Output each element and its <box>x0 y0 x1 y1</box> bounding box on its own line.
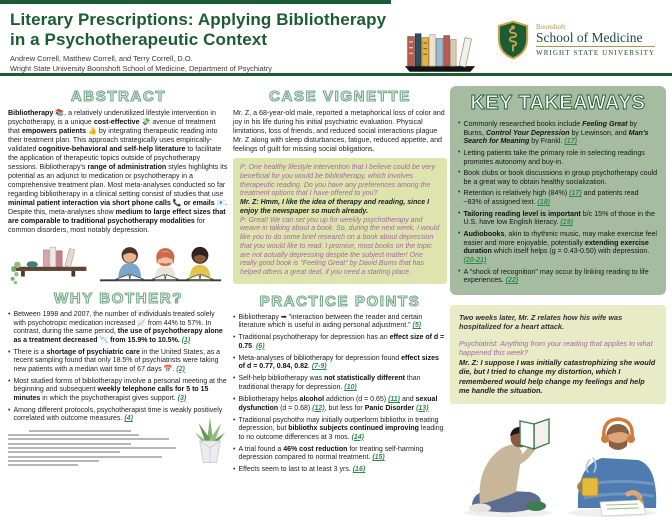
bullet-marker: • <box>8 348 11 356</box>
why-bother-bullets <box>8 311 229 424</box>
top-accent-bar <box>0 0 391 4</box>
citation-link[interactable]: (13) <box>416 404 429 412</box>
case-vignette-heading: CASE VIGNETTE <box>269 88 411 105</box>
bullet-item: • Between 1998 and 2007, the number of individuals treated solely with psychotropic medication increased 📈 from 44% to 57%. In contrast, during the same period, the use of psychotherapy alone as a treatment decreased 📉 from 15.9% to 10.5%. (1) <box>8 311 223 344</box>
citation-link[interactable]: (2) <box>176 365 185 373</box>
bullet-item: • A trial found a 46% cost reduction for treating self-harming depression compared to normal treatment. (15) <box>233 445 424 462</box>
bullet-item: • Retention is relatively high (84%) (17) and patients read ~83% of assigned text. (18) <box>458 189 639 207</box>
reading-session-illustration <box>450 408 666 520</box>
citation-link[interactable]: (22) <box>505 276 519 285</box>
references-fine-print <box>8 430 183 466</box>
citation-link[interactable]: (17) <box>564 137 578 146</box>
bullet-item: • There is a shortage of psychiatric care in the United States, as a recent sampling found that only 18.5% of psychiatrists were taking new patients with a median wait time of 67 days 📅. (2) <box>8 348 221 373</box>
poster-title-line2: in a Psychotherapeutic Context <box>10 29 268 49</box>
practice-points-bullets <box>233 314 447 475</box>
bullet-marker: • <box>458 230 461 238</box>
citation-link[interactable]: (10) <box>344 383 357 391</box>
abstract-heading: ABSTRACT <box>70 88 167 105</box>
bullet-item: • Bibliotherapy ➡ "interaction between the reader and certain literature which is useful in aiding personal adjustment." (5) <box>233 313 423 330</box>
bullet-marker: • <box>458 209 461 217</box>
key-takeaways-bullets <box>458 120 658 285</box>
citation-link[interactable]: (12) <box>312 404 325 412</box>
bullet-marker: • <box>233 354 236 362</box>
bullet-marker: • <box>458 267 461 275</box>
bullet-item: • Audiobooks, akin to rhythmic music, may make exercise feel easier and more enjoyable, potentially extending exercise duration which itself helps (g = 0.43-0.50) with depression. (20-21) <box>458 230 658 264</box>
wall-shelf-illustration <box>8 238 92 288</box>
citation-link[interactable]: (20-21) <box>463 255 487 264</box>
bullet-item: • Traditional psychotherapy for depression has an effect size of d = 0.75. (6) <box>233 334 445 350</box>
bullet-marker: • <box>233 396 236 403</box>
bullet-marker: • <box>8 311 11 318</box>
bullet-marker: • <box>458 148 461 156</box>
bullet-marker: • <box>233 375 236 383</box>
bullet-marker: • <box>458 189 461 197</box>
dialogue-line: P: One healthy lifestyle intervention that I believe could be very beneficial for you would be bibliotherapy, which involves therapeutic reading. Do you have any preferences among the treatment options that I have offered to you? <box>240 164 435 198</box>
dialogue-line: Mr. Z: I suppose I was initially catastrophizing she would die, but I tried to change my distortion, which I remembered would help change my feelings and help me handle the situation. <box>459 357 656 396</box>
bullet-marker: • <box>8 377 11 385</box>
logo-university: WRIGHT STATE UNIVERSITY <box>536 49 656 58</box>
bullet-item: • Self-help bibliotherapy was not statistically different than traditional therapy for depression. (10) <box>233 375 421 391</box>
bullet-marker: • <box>233 416 236 424</box>
logo-brand: Boonshoft <box>536 22 566 31</box>
bullet-item: • Letting patients take the primary role in selecting readings promotes autonomy and buy-in. <box>458 148 645 166</box>
bullet-item: • Traditional psychothx may initially outperform bibliothx in treating depression, but bibliothx subjects continued improving leading to no outcome differences at 3 mos. (14) <box>233 416 444 441</box>
school-logo-text <box>536 23 655 57</box>
vignette-dialogue-box <box>233 158 447 284</box>
bullet-marker: • <box>233 445 236 453</box>
bullet-item: • Book clubs or book discussions in group psychotherapy could be a great way to obtain healthy socialization. <box>458 169 658 186</box>
dialogue-line: Mr. Z: Hmm, I like the idea of therapy and reading, since I enjoy the newspaper so much already. <box>240 199 430 215</box>
shield-caduceus-icon <box>496 20 530 60</box>
bullet-item: • Meta-analyses of bibliotherapy for depression found effect sizes of d = 0.77, 0.84, 0.82. (7-9) <box>233 354 439 371</box>
key-takeaways-heading: KEY TAKEAWAYS <box>470 92 646 114</box>
abstract-body: Bibliotherapy 📚, a relatively underutilized lifestyle intervention in psychotherapy, is a unique cost-effective 💸 avenue of treatment that empowers patients 👍 by integrating therapeutic reading into their treatment plan. This approach strategically uses empirically-validated cognitive-behavioral and self-help literature to facilitate the application of therapeutic topics outside of psychotherapy sessions. Bibliotherapy's range of administration styles highlights its potential as an adjunct to medication or psychotherapy in a comprehensive treatment plan. Most meta-analyses conducted so far regarding bibliotherapy in a clinical setting consist of studies that use minimal patient interaction via short phone calls 📞 or emails 📧. Despite this, meta-analyses show medium to large effect sizes that are comparable to traditional psychotherapy modalities for common disorders, most notably depression. <box>8 109 228 234</box>
citation-link[interactable]: (5) <box>412 322 422 330</box>
bullet-item: • Commonly researched books include Feeling Great by Burns, Control Your Depression by Lewinson, and Man's Search for Meaning by Frankl. (17) <box>458 120 649 146</box>
key-takeaways-panel <box>450 86 666 295</box>
bullet-item: • Tailoring reading level is important b/c 15% of those in the U.S. have low English literacy. (19) <box>458 209 655 227</box>
poster-title-line1: Literary Prescriptions: Applying Bibliotherapy <box>10 10 387 29</box>
bullet-marker: • <box>233 334 236 342</box>
citation-link[interactable]: (11) <box>388 396 401 403</box>
citation-link[interactable]: (7-9) <box>311 363 327 371</box>
logo-school: School of Medicine <box>536 31 655 47</box>
potted-plant-illustration <box>193 415 227 465</box>
poster-title <box>10 10 410 50</box>
header-divider <box>0 73 672 76</box>
bullet-marker: • <box>458 120 461 127</box>
bullet-marker: • <box>458 169 461 177</box>
bullet-item: • Among different protocols, psychotherapist time is weakly positively correlated with outcome measures. (4) <box>8 406 223 423</box>
bullet-item: • A "shock of recognition" may occur by linking reading to life experiences. (22) <box>458 267 649 285</box>
reading-illustrations <box>8 238 229 288</box>
dialogue-line: P: Great! We can set you up for weekly psychotherapy and weave in talking about a book. So, during the next week, I would like you to do some brief research on a book about depression that you would like to read. I promise, most books on the topic are not actually depressing despite the subject matter! One really good book is "Feeling Great" by David Burns that has helped others a great deal, if you need a starting place. <box>240 216 440 276</box>
affiliation-line: Wright State University Boonshoft School of Medicine, Department of Psychiatry <box>10 63 272 73</box>
section-abstract-why-bother <box>8 86 229 469</box>
citation-link[interactable]: (17) <box>569 189 582 198</box>
bullet-marker: • <box>233 313 236 321</box>
dialogue-line: Two weeks later, Mr. Z relates how his wife was hospitalized for a heart attack. <box>459 312 623 332</box>
citation-link[interactable]: (15) <box>372 454 385 462</box>
bullet-item: • Bibliotherapy helps alcohol addiction (d = 0.65) (11) and sexual dysfunction (d = 0.68) (12), but less for Panic Disorder (13) <box>233 396 438 412</box>
practice-points-heading: PRACTICE POINTS <box>259 292 421 310</box>
why-bother-heading: WHY BOTHER? <box>54 290 183 307</box>
header <box>10 10 410 73</box>
case-vignette-intro: Mr. Z, a 68-year-old male, reported a metaphorical loss of color and joy in his life during his initial psychiatric evaluation. Physical limitations, loss of friends, and reduced social interactions plague Mr. Z along with sleep disturbances, fatigue, reduced appetite, and feelings of guilt for missing social obligations. <box>233 109 445 153</box>
citation-link[interactable]: (6) <box>255 342 265 350</box>
citation-link[interactable]: (3) <box>177 394 187 402</box>
bookshelf-icon <box>402 24 478 74</box>
citation-link[interactable]: (14) <box>351 433 365 441</box>
bullet-marker: • <box>8 406 11 414</box>
citation-link[interactable]: (16) <box>352 466 366 474</box>
citation-link[interactable]: (18) <box>537 198 551 207</box>
citation-link[interactable]: (4) <box>124 415 133 423</box>
bullet-marker: • <box>233 466 236 474</box>
section-key-takeaways <box>450 86 666 525</box>
section-case-vignette-practice <box>233 86 447 478</box>
group-readers-illustration <box>92 238 229 288</box>
followup-dialogue-box <box>450 305 666 404</box>
citation-link[interactable]: (1) <box>181 336 191 344</box>
dialogue-line: Psychiatrist: Anything from your reading that applies to what happened this week? <box>459 338 653 358</box>
authors-line: Andrew Correll, Matthew Correll, and Terry Correll, D.O. <box>10 53 193 63</box>
citation-link[interactable]: (19) <box>560 218 573 227</box>
bullet-item: • Effects seem to last to at least 3 yrs. (16) <box>233 466 366 474</box>
school-logo <box>496 20 655 60</box>
bullet-item: • Most studied forms of bibliotherapy involve a personal meeting at the beginning and subsequent weekly telephone calls for 5 to 15 minutes in which the psychotherapist gives support. (3) <box>8 377 227 402</box>
